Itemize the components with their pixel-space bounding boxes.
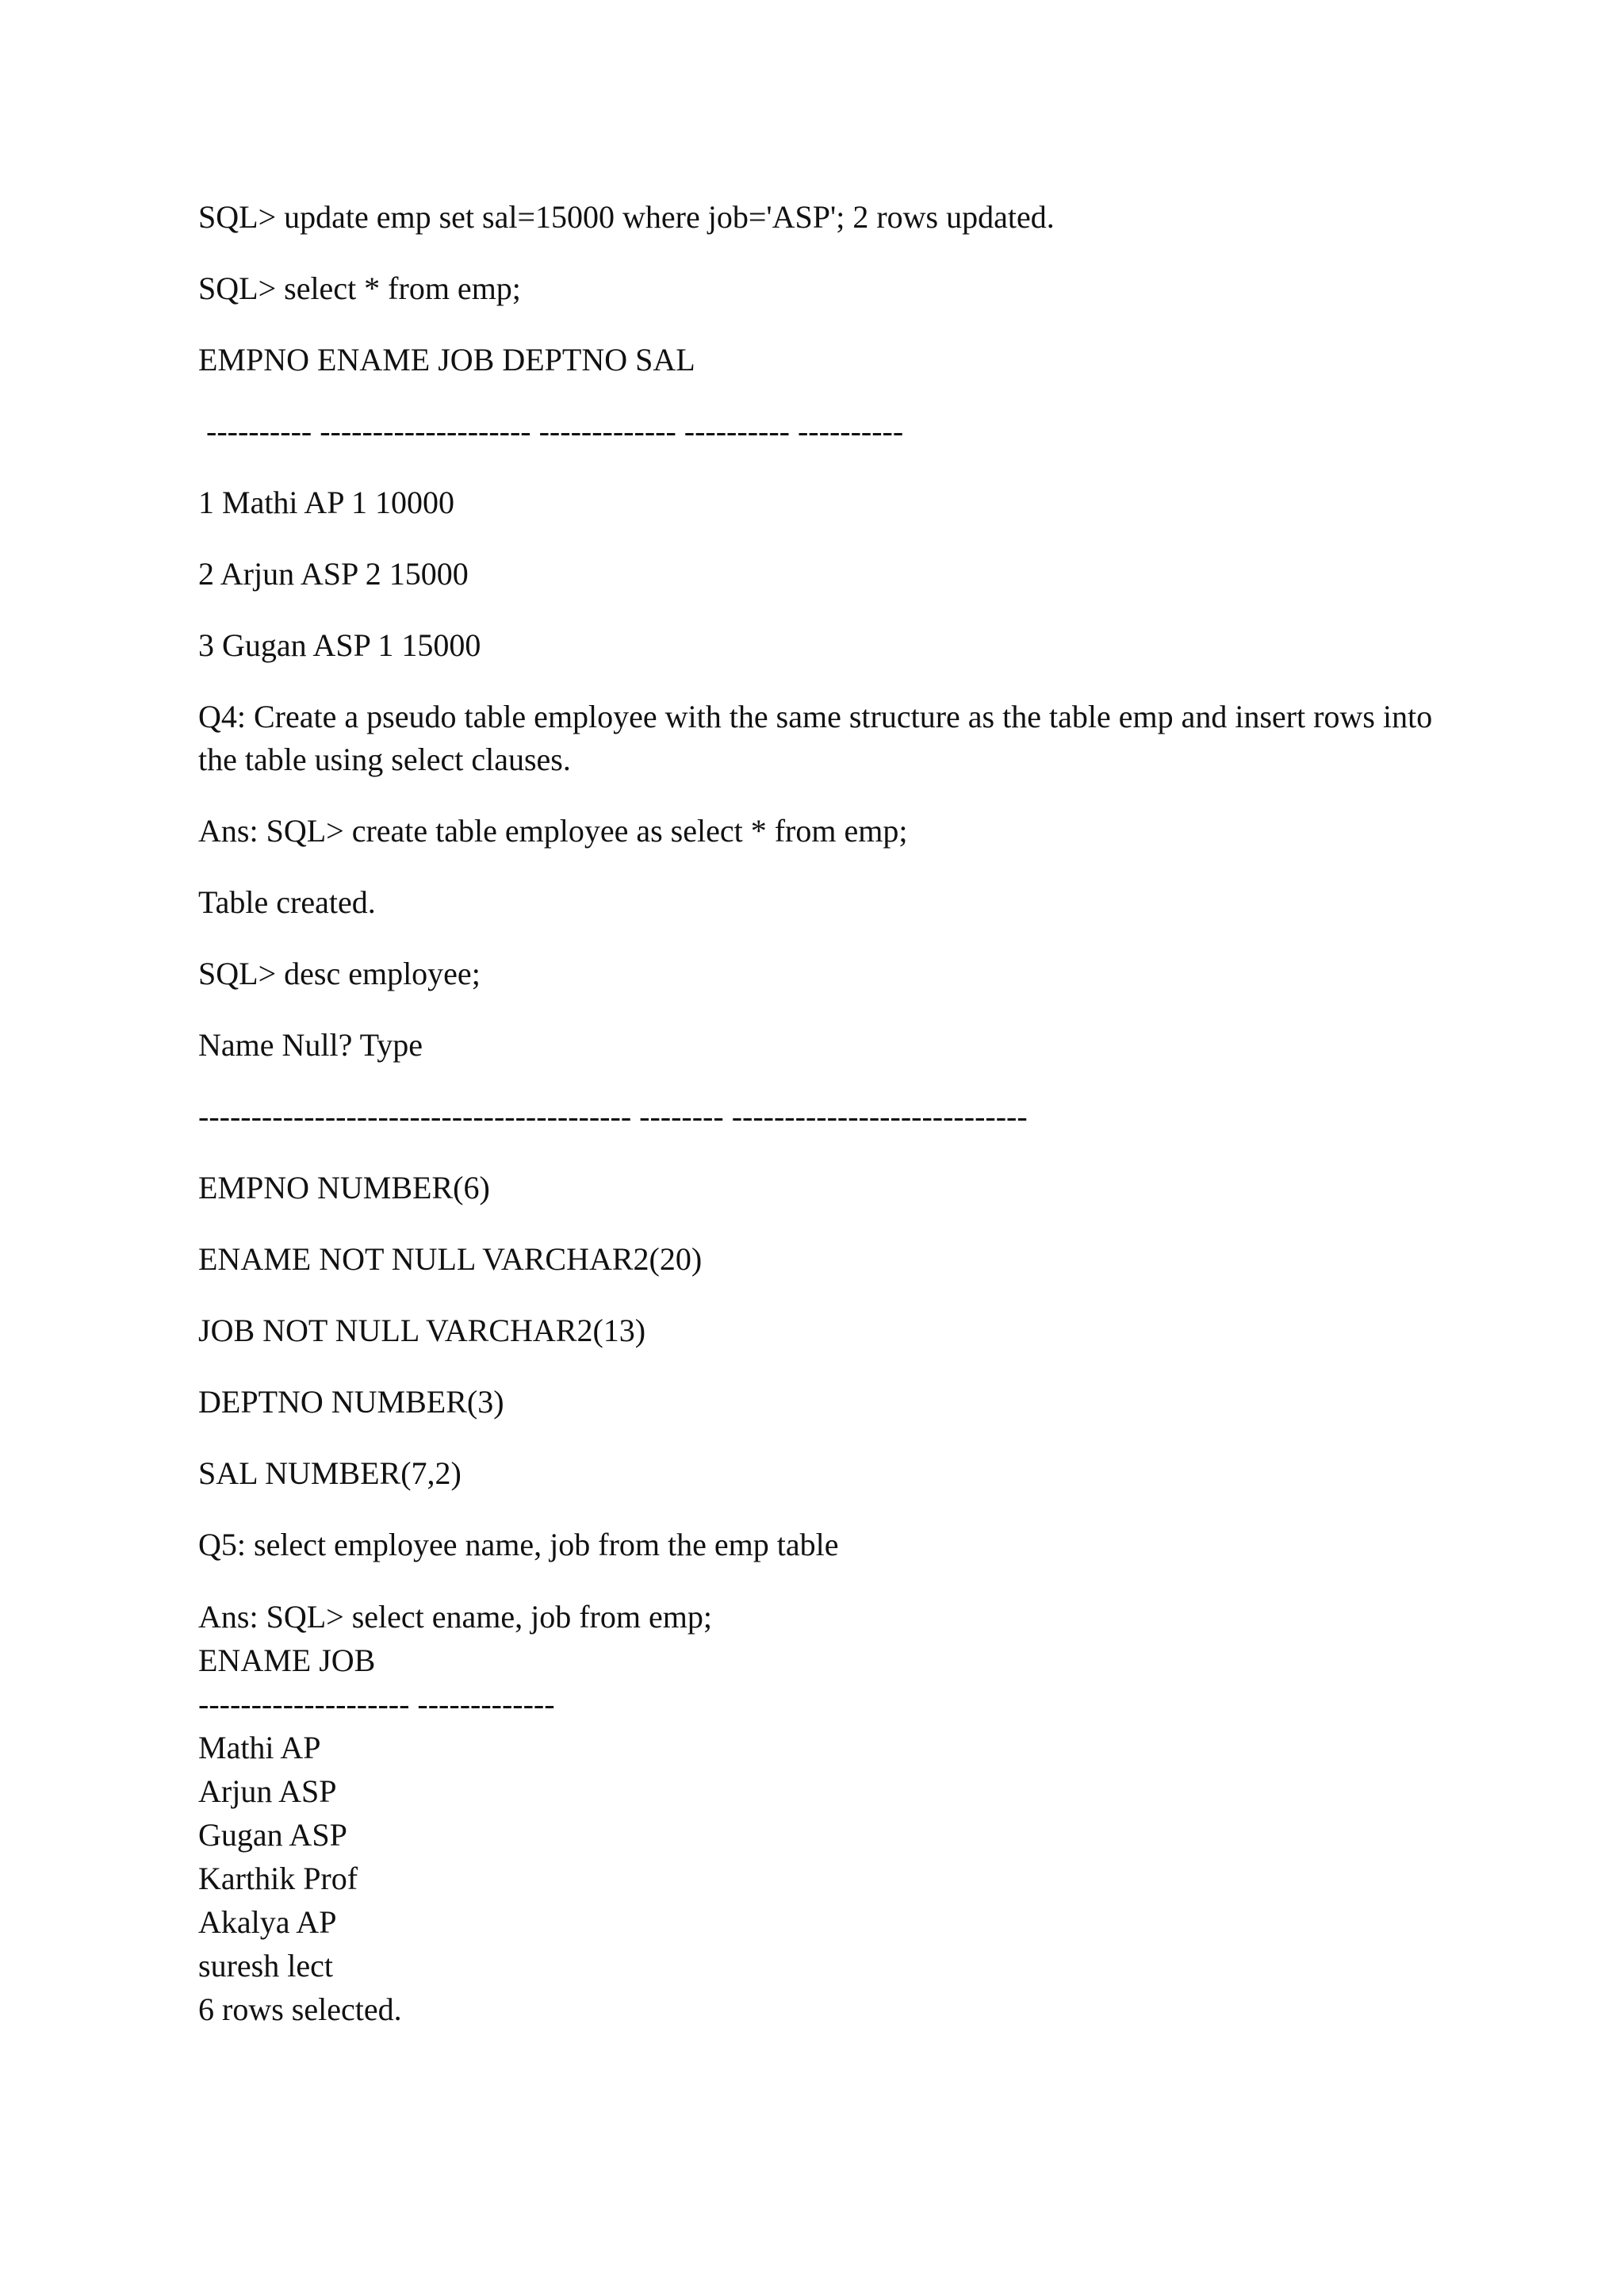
sql-select-line: SQL> select * from emp;: [198, 270, 521, 306]
question-5: Q5: select employee name, job from the emp table: [198, 1527, 839, 1562]
emp-table-row: 2 Arjun ASP 2 15000: [198, 556, 469, 592]
desc-separator: ----------------------------------------- -------- ----------------------------: [198, 1098, 1028, 1134]
emp-table-header: EMPNO ENAME JOB DEPTNO SAL: [198, 342, 695, 378]
desc-row: EMPNO NUMBER(6): [198, 1170, 490, 1205]
result-row: Arjun ASP: [198, 1773, 337, 1809]
rows-selected-line: 6 rows selected.: [198, 1991, 402, 2027]
desc-row: ENAME NOT NULL VARCHAR2(20): [198, 1241, 703, 1277]
answer-4-line: Ans: SQL> create table employee as select * from emp;: [198, 813, 908, 849]
emp-table-row: 3 Gugan ASP 1 15000: [198, 627, 481, 663]
question-4: Q4: Create a pseudo table employee with the same structure as the table emp and insert rows into the table using select clauses.: [198, 699, 1433, 777]
result-row: Gugan ASP: [198, 1817, 347, 1853]
sql-desc-line: SQL> desc employee;: [198, 956, 481, 991]
sql-update-line: SQL> update emp set sal=15000 where job='ASP'; 2 rows updated.: [198, 199, 1055, 235]
result-row: Akalya AP: [198, 1904, 337, 1940]
emp-table-row: 1 Mathi AP 1 10000: [198, 485, 454, 520]
desc-row: SAL NUMBER(7,2): [198, 1455, 462, 1491]
answer-5-line: Ans: SQL> select ename, job from emp;: [198, 1599, 712, 1635]
result-header: ENAME JOB: [198, 1642, 376, 1678]
result-separator: -------------------- -------------: [198, 1686, 555, 1722]
desc-row: JOB NOT NULL VARCHAR2(13): [198, 1313, 646, 1348]
desc-header: Name Null? Type: [198, 1027, 423, 1063]
table-created-line: Table created.: [198, 884, 376, 920]
result-row: suresh lect: [198, 1948, 333, 1984]
emp-table-separator: ---------- -------------------- ------------- ---------- ----------: [198, 413, 904, 449]
result-row: Mathi AP: [198, 1730, 321, 1765]
result-row: Karthik Prof: [198, 1861, 358, 1896]
desc-row: DEPTNO NUMBER(3): [198, 1384, 504, 1420]
